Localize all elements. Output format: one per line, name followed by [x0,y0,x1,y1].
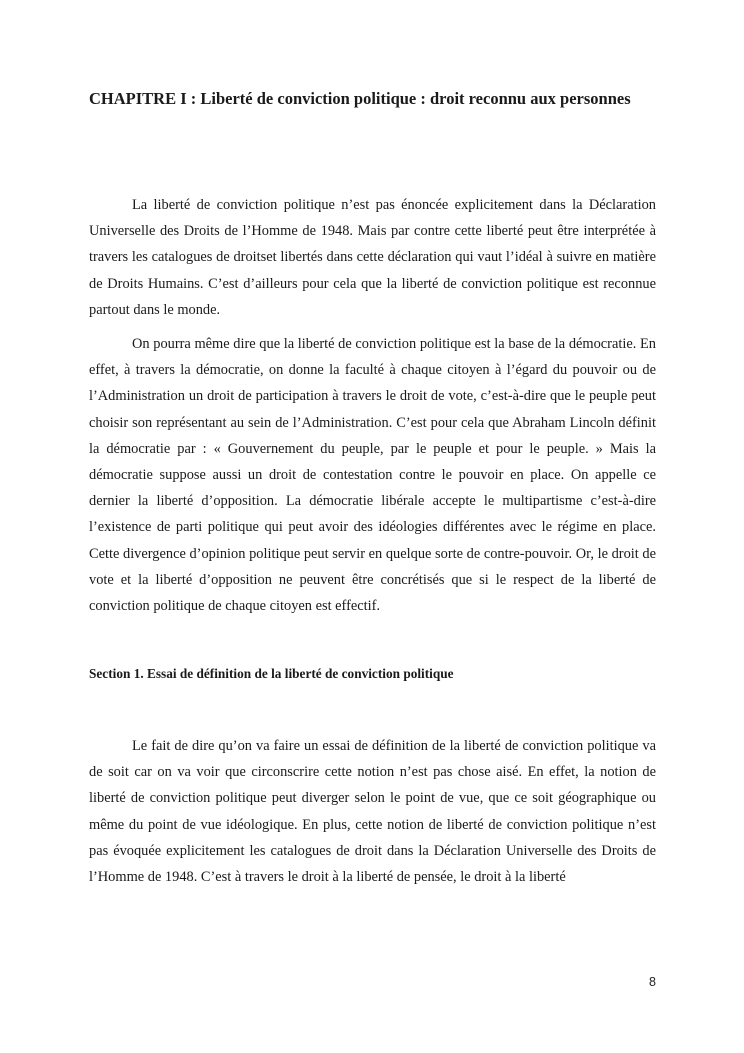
chapter-title: CHAPITRE I : Liberté de conviction politique : droit reconnu aux personnes [89,89,631,108]
intro-paragraph-2: On pourra même dire que la liberté de conviction politique est la base de la démocratie. En effet, à travers la démocratie, on donne la faculté à chaque citoyen à l’égard du pouvoir ou de l’Administration un droit de participation à travers le droit de vote, c’est-à-dire que le peuple peut choisir son représentant au sein de l’Administration. C’est pour cela que Abraham Lincoln définit la démocratie par : « Gouvernement du peuple, par le peuple et pour le peuple. » Mais la démocratie suppose aussi un droit de contestation contre le pouvoir en place. On appelle ce dernier la liberté d’opposition. La démocratie libérale accepte le multipartisme c’est-à-dire l’existence de parti politique qui peut avoir des idéologies différentes avec le régime en place. Cette divergence d’opinion politique peut servir en quelque sorte de contre-pouvoir. Or, le droit de vote et la liberté d’opposition ne peuvent être concrétisés que si le respect de la liberté de conviction politique de chaque citoyen est effectif. [89,336,656,615]
page-number: 8 [649,975,656,989]
intro-paragraph-1: La liberté de conviction politique n’est pas énoncée explicitement dans la Déclaration Universelle des Droits de l’Homme de 1948. Mais par contre cette liberté peut être interprétée à travers les catalogues de droitset libertés dans cette déclaration qui vaut l’idéal à suivre en matière de Droits Humains. C’est d’ailleurs pour cela que la liberté de conviction politique est reconnue partout dans le monde. [89,197,656,318]
section-text-block [89,733,656,890]
section-title: Section 1. Essai de définition de la liberté de conviction politique [89,666,454,681]
intro-text-block [89,192,656,619]
section-paragraph-1: Le fait de dire qu’on va faire un essai de définition de la liberté de conviction politique va de soit car on va voir que circonscrire cette notion n’est pas chose aisé. En effet, la notion de liberté de conviction politique peut diverger selon le point de vue, que ce soit géographique ou même du point de vue idéologique. En plus, cette notion de liberté de conviction politique n’est pas évoquée explicitement les catalogues de droit dans la Déclaration Universelle des Droits de l’Homme de 1948. C’est à travers le droit à la liberté de pensée, le droit à la liberté [89,738,656,886]
